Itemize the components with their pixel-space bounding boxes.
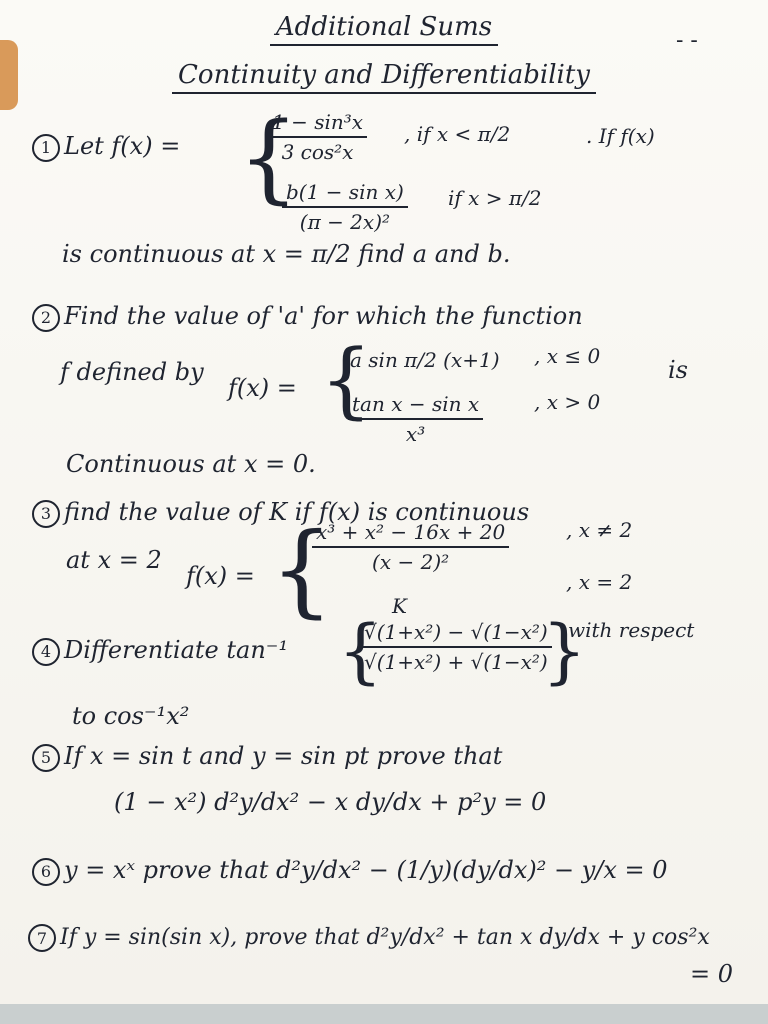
q1-tail: . If f(x) (586, 124, 655, 148)
q3-fx: f(x) = (186, 562, 255, 590)
q1-lead: 1 Let f(x) = (32, 132, 180, 162)
q4-tail: with respect (568, 618, 695, 642)
q4-fraction: $\frac{\text{√(1+x²) − √(1−x²)}}{\text{√(1+x²) + √(1−x²)}}$ (360, 620, 552, 674)
q4-number: 4 (32, 638, 60, 666)
q2-line1: 2 Find the value of 'a' for which the function (32, 302, 583, 332)
q1-line2: is continuous at x = π/2 find a and b. (62, 240, 511, 268)
q2-case1-condition: , x ≤ 0 (534, 344, 601, 368)
q3-case2-condition: , x = 2 (566, 570, 633, 594)
q4-lead: 4 Differentiate tan⁻¹ (32, 636, 288, 666)
q5-line2: (1 − x²) d²y/dx² − x dy/dx + p²y = 0 (114, 788, 547, 816)
q3-line1: 3 find the value of K if f(x) is continuous (32, 498, 529, 528)
page-subtitle: Continuity and Differentiability (0, 60, 768, 90)
q2-case1: a sin π/2 (x+1) (350, 348, 500, 372)
q3-number: 3 (32, 500, 60, 528)
q3-case1-fraction: $\frac{\text{x³ + x² − 16x + 20}}{\text{(x − 2)²}}$ (312, 520, 509, 574)
q2-number: 2 (32, 304, 60, 332)
q2-case2-fraction: $\frac{\text{tan x − sin x}}{\text{x³}}$ (348, 392, 483, 446)
q2-line3: Continuous at x = 0. (66, 450, 316, 478)
q2-lead: f defined by (60, 358, 204, 386)
q3-case1-condition: , x ≠ 2 (566, 518, 633, 542)
q1-case1-condition: , if x < π/2 (404, 122, 511, 146)
q4-brace-left: { (338, 610, 383, 692)
q2-is: is (668, 356, 688, 384)
q4-line2: to cos⁻¹x² (72, 702, 190, 730)
q1-case1-fraction: $\frac{\text{1 − sin³x}}{\text{3 cos²x}}$ (268, 110, 367, 164)
q3-brace: { (270, 511, 334, 628)
q5-line1: 5 If x = sin t and y = sin pt prove that (32, 742, 502, 772)
q1-case2-fraction: $\frac{\text{b(1 − sin x)}}{\text{(π − 2x)²}}$ (282, 180, 408, 234)
q1-case2-condition: if x > π/2 (448, 186, 542, 210)
table-surface (0, 1004, 768, 1024)
q1-brace: { (238, 102, 300, 214)
q3-lead: at x = 2 (66, 546, 162, 574)
q2-fx: f(x) = (228, 374, 297, 402)
page-mark: - - (676, 28, 698, 53)
q7-line2: = 0 (690, 960, 734, 988)
q6-line1: 6 y = xˣ prove that d²y/dx² − (1/y)(dy/dx)² − y/x = 0 (32, 856, 668, 886)
q5-number: 5 (32, 744, 60, 772)
q2-case2-condition: , x > 0 (534, 390, 601, 414)
q4-brace-right: } (542, 610, 587, 692)
page-title: Additional Sums (0, 12, 768, 42)
q1-number: 1 (32, 134, 60, 162)
q7-line1: 7 If y = sin(sin x), prove that d²y/dx² + tan x dy/dx + y cos²x (28, 924, 710, 952)
q7-number: 7 (28, 924, 56, 952)
q3-case2: K (392, 594, 407, 618)
q6-number: 6 (32, 858, 60, 886)
q2-brace: { (320, 333, 373, 428)
